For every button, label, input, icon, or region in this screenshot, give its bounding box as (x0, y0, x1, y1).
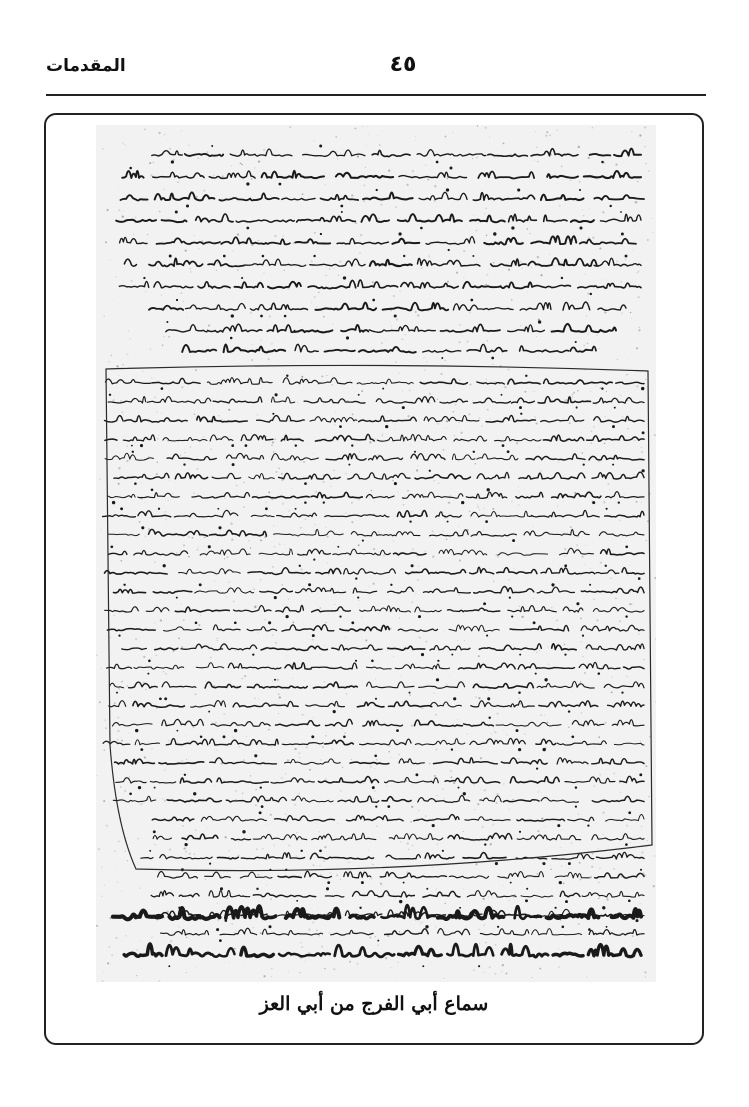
manuscript-handwriting (96, 125, 656, 982)
section-title: المقدمات (46, 56, 126, 76)
page-header (46, 48, 706, 96)
figure-caption: سماع أبي الفرج من أبي العز (259, 993, 489, 1015)
page-number: ٤٥ (389, 52, 417, 77)
manuscript-image (96, 125, 656, 982)
manuscript-plate (44, 113, 704, 1045)
